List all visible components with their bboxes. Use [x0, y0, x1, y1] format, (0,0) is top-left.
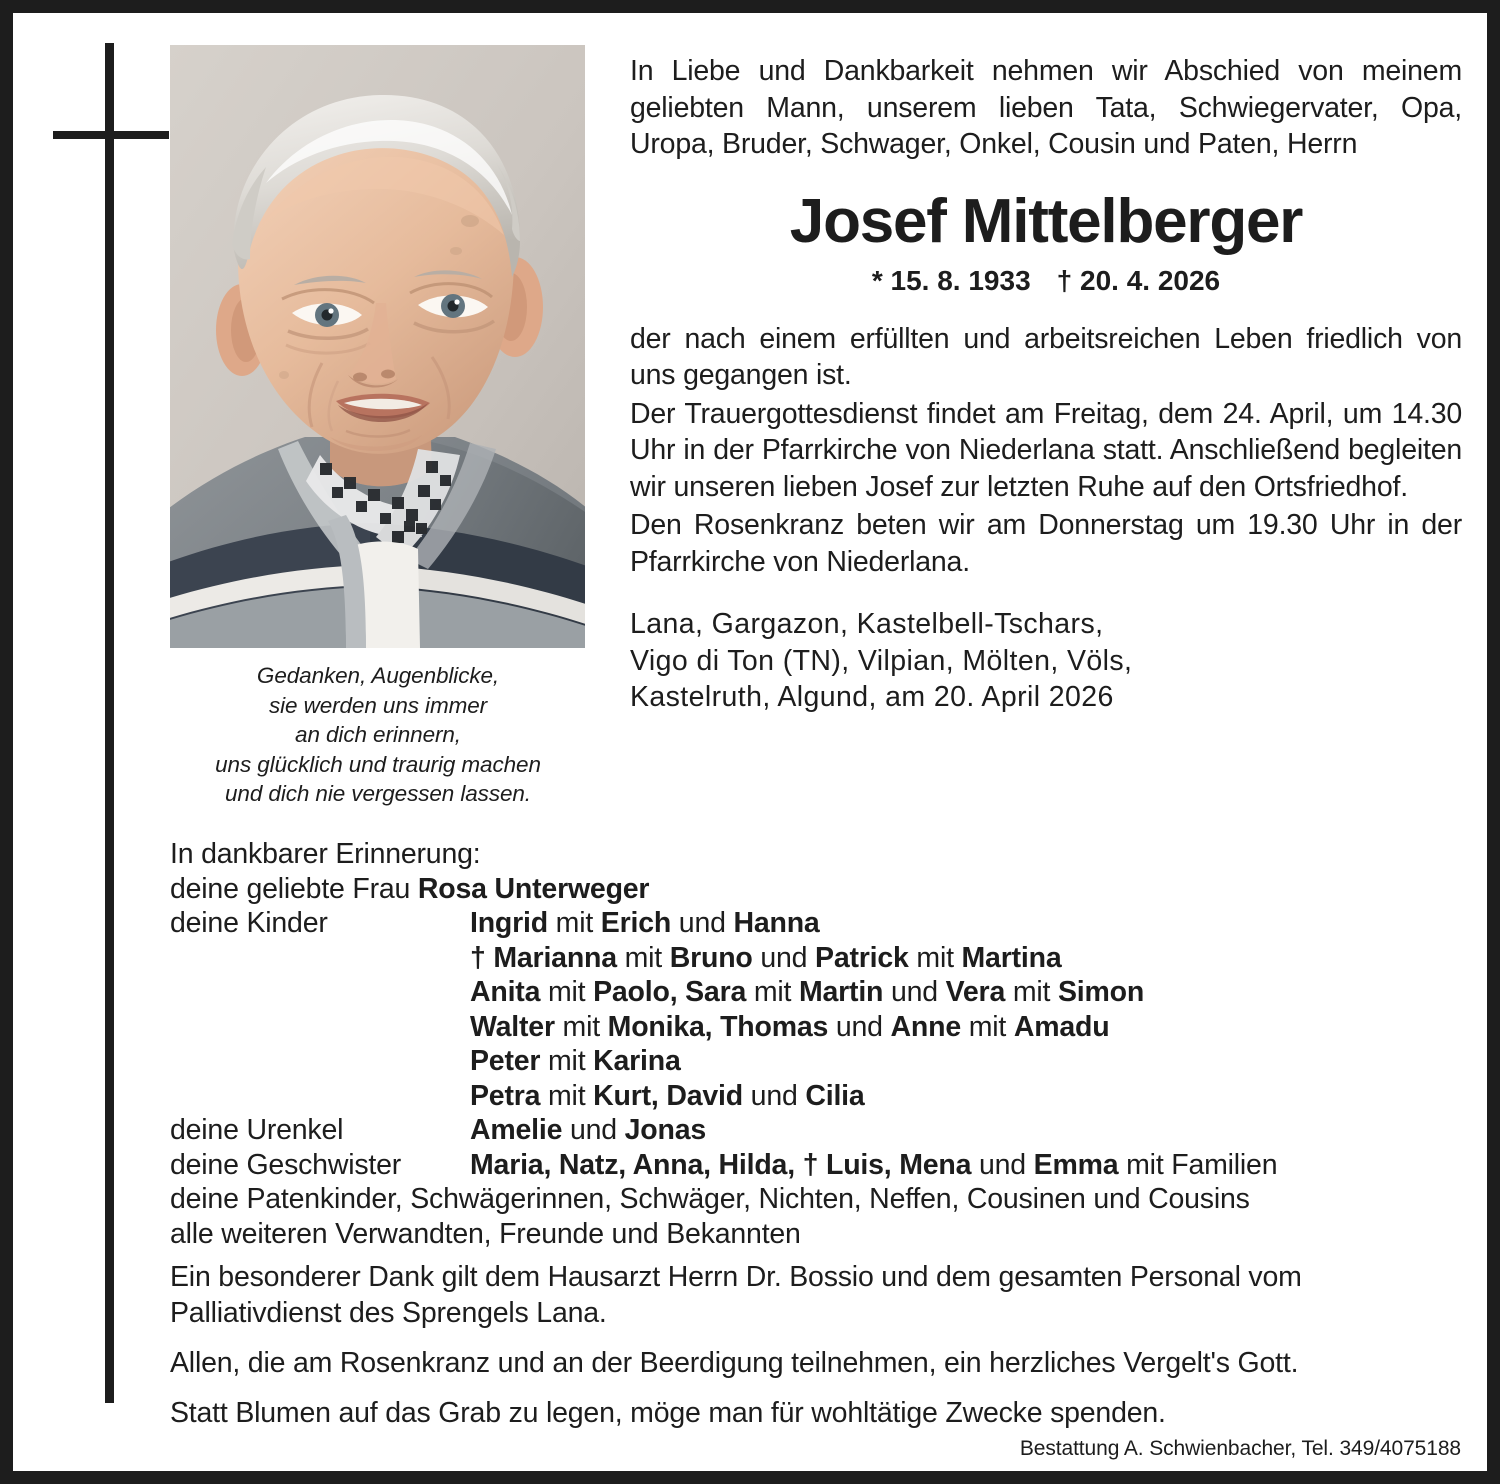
places-and-date: [630, 606, 1462, 716]
family-member-name: Ingrid: [470, 907, 548, 939]
family-names: [470, 1113, 1460, 1148]
life-dates: [630, 265, 1462, 297]
birth-date: * 15. 8. 1933: [871, 264, 1031, 296]
places-line: Kastelruth, Algund, am 20. April 2026: [630, 681, 1114, 713]
family-row: [170, 1079, 1460, 1114]
family-connector: und: [752, 941, 816, 974]
family-member-name: Martina: [961, 941, 1062, 974]
family-names: [470, 941, 1460, 976]
intro-text: In Liebe und Dankbarkeit nehmen wir Abschied von meinem geliebten Mann, unserem lieben Tata, Schwiegervater, Opa, Uropa, Bruder, Schwager, Onkel, Cousin und Paten, Herrn: [630, 55, 1462, 160]
family-extra-lines: [170, 1182, 1460, 1251]
obituary-card: [13, 13, 1487, 1471]
family-member-name: Erich: [600, 907, 672, 939]
family-connector: und: [828, 1010, 891, 1043]
family-names: [470, 1010, 1460, 1045]
family-connector: und: [671, 907, 734, 939]
family-connector: mit: [746, 976, 799, 1008]
family-role-label: deine Kinder: [170, 907, 328, 939]
family-connector: mit: [554, 1010, 608, 1043]
family-member-name: Kurt, David: [593, 1079, 743, 1112]
family-connector: mit: [547, 907, 601, 939]
funeral-service-paragraph: Der Trauergottesdienst findet am Freitag, dem 24. April, um 14.30 Uhr in der Pfarrkirche von Niederlana statt. Anschließend begleiten wir unseren lieben Josef zur letzten Ruhe auf den Ortsfriedhof.: [630, 397, 1462, 503]
family-member-name: Anne: [890, 1010, 961, 1043]
family-memory-block: [170, 837, 1460, 1251]
family-connector: mit: [616, 941, 670, 974]
main-announcement-column: [630, 53, 1462, 716]
family-member-name: Amadu: [1013, 1010, 1110, 1043]
family-names: [470, 1079, 1460, 1114]
caption-line: uns glücklich und traurig machen: [215, 751, 541, 777]
family-connector: mit: [540, 1079, 594, 1112]
attendance-thanks-paragraph: Allen, die am Rosenkranz und an der Beerdigung teilnehmen, ein herzliches Vergelt's Gott.: [170, 1347, 1299, 1379]
family-connector: mit: [1005, 976, 1058, 1008]
memory-heading: In dankbarer Erinnerung:: [170, 838, 481, 870]
wife-name: Rosa Unterweger: [417, 872, 650, 905]
family-rows: [170, 906, 1460, 1182]
family-member-name: Karina: [593, 1045, 681, 1077]
family-row: [170, 906, 1460, 941]
family-connector: mit: [908, 941, 962, 974]
family-member-name: Cilia: [805, 1079, 865, 1112]
family-connector: mit Familien: [1118, 1148, 1278, 1181]
thanks-paragraph: Ein besonderer Dank gilt dem Hausarzt Herrn Dr. Bossio und dem gesamten Personal vom Palliativdienst des Sprengels Lana.: [170, 1261, 1302, 1329]
cross-horizontal-bar: [53, 131, 169, 139]
family-row: [170, 1148, 1460, 1183]
family-extra-line: deine Patenkinder, Schwägerinnen, Schwäger, Nichten, Neffen, Cousinen und Cousins: [170, 1183, 1250, 1215]
places-line: Lana, Gargazon, Kastelbell-Tschars,: [630, 608, 1104, 640]
closing-paragraphs: [170, 1259, 1462, 1431]
family-row: [170, 975, 1460, 1010]
family-member-name: Vera: [945, 976, 1006, 1008]
wife-line: [170, 872, 1460, 907]
family-member-name: Walter: [470, 1010, 555, 1043]
portrait-photo: [170, 45, 585, 648]
family-member-name: Amelie: [470, 1114, 563, 1146]
family-extra-line: alle weiteren Verwandten, Freunde und Bekannten: [170, 1217, 801, 1250]
family-names: [470, 1044, 1460, 1079]
family-member-name: Martin: [798, 976, 884, 1008]
caption-line: Gedanken, Augenblicke,: [256, 663, 500, 688]
family-member-name: Jonas: [624, 1114, 707, 1146]
rosary-paragraph: Den Rosenkranz beten wir am Donnerstag um 19.30 Uhr in der Pfarrkirche von Niederlana.: [630, 509, 1462, 578]
family-connector: und: [562, 1114, 625, 1146]
family-connector: mit: [961, 1010, 1014, 1043]
family-row: [170, 941, 1460, 976]
funeral-home-credit: Bestattung A. Schwienbacher, Tel. 349/4075188: [1019, 1437, 1461, 1460]
family-connector: und: [883, 976, 946, 1008]
places-line: Vigo di Ton (TN), Vilpian, Mölten, Völs,: [630, 644, 1133, 677]
family-names: [470, 975, 1460, 1010]
passing-paragraph: der nach einem erfüllten und arbeitsreichen Leben friedlich von uns gegangen ist.: [630, 322, 1462, 391]
family-member-name: Monika, Thomas: [607, 1010, 829, 1043]
wife-prefix: deine geliebte Frau: [170, 872, 418, 905]
family-connector: und: [971, 1148, 1034, 1181]
family-row: [170, 1113, 1460, 1148]
family-row: [170, 1044, 1460, 1079]
family-connector: mit: [540, 976, 594, 1008]
family-member-name: Peter: [470, 1045, 541, 1077]
family-role-label: deine Urenkel: [170, 1114, 344, 1146]
family-row: [170, 1010, 1460, 1045]
family-member-name: Paolo, Sara: [593, 976, 747, 1008]
family-member-name: Bruno: [669, 941, 753, 974]
caption-line: sie werden uns immer: [268, 692, 488, 718]
family-member-name: Maria, Natz, Anna, Hilda, † Luis, Mena: [470, 1148, 972, 1181]
family-member-name: Simon: [1057, 976, 1145, 1008]
photo-caption: [153, 661, 603, 809]
portrait-illustration: [170, 45, 585, 648]
deceased-name: Josef Mittelberger: [789, 186, 1303, 256]
donations-paragraph: Statt Blumen auf das Grab zu legen, möge man für wohltätige Zwecke spenden.: [170, 1397, 1166, 1429]
family-role-label: deine Geschwister: [170, 1148, 402, 1181]
family-member-name: Hanna: [733, 907, 820, 939]
cross-vertical-bar: [105, 43, 114, 1403]
family-names: [470, 906, 1460, 941]
caption-line: und dich nie vergessen lassen.: [225, 781, 531, 806]
family-names: [470, 1148, 1460, 1183]
family-member-name: Anita: [470, 976, 541, 1008]
family-connector: und: [742, 1079, 806, 1112]
family-member-name: † Marianna: [470, 941, 617, 974]
family-connector: mit: [540, 1045, 594, 1077]
family-member-name: Emma: [1033, 1148, 1119, 1181]
caption-line: an dich erinnern,: [295, 722, 461, 747]
family-member-name: Patrick: [815, 941, 909, 974]
death-date: † 20. 4. 2026: [1056, 264, 1221, 296]
family-member-name: Petra: [470, 1079, 541, 1112]
